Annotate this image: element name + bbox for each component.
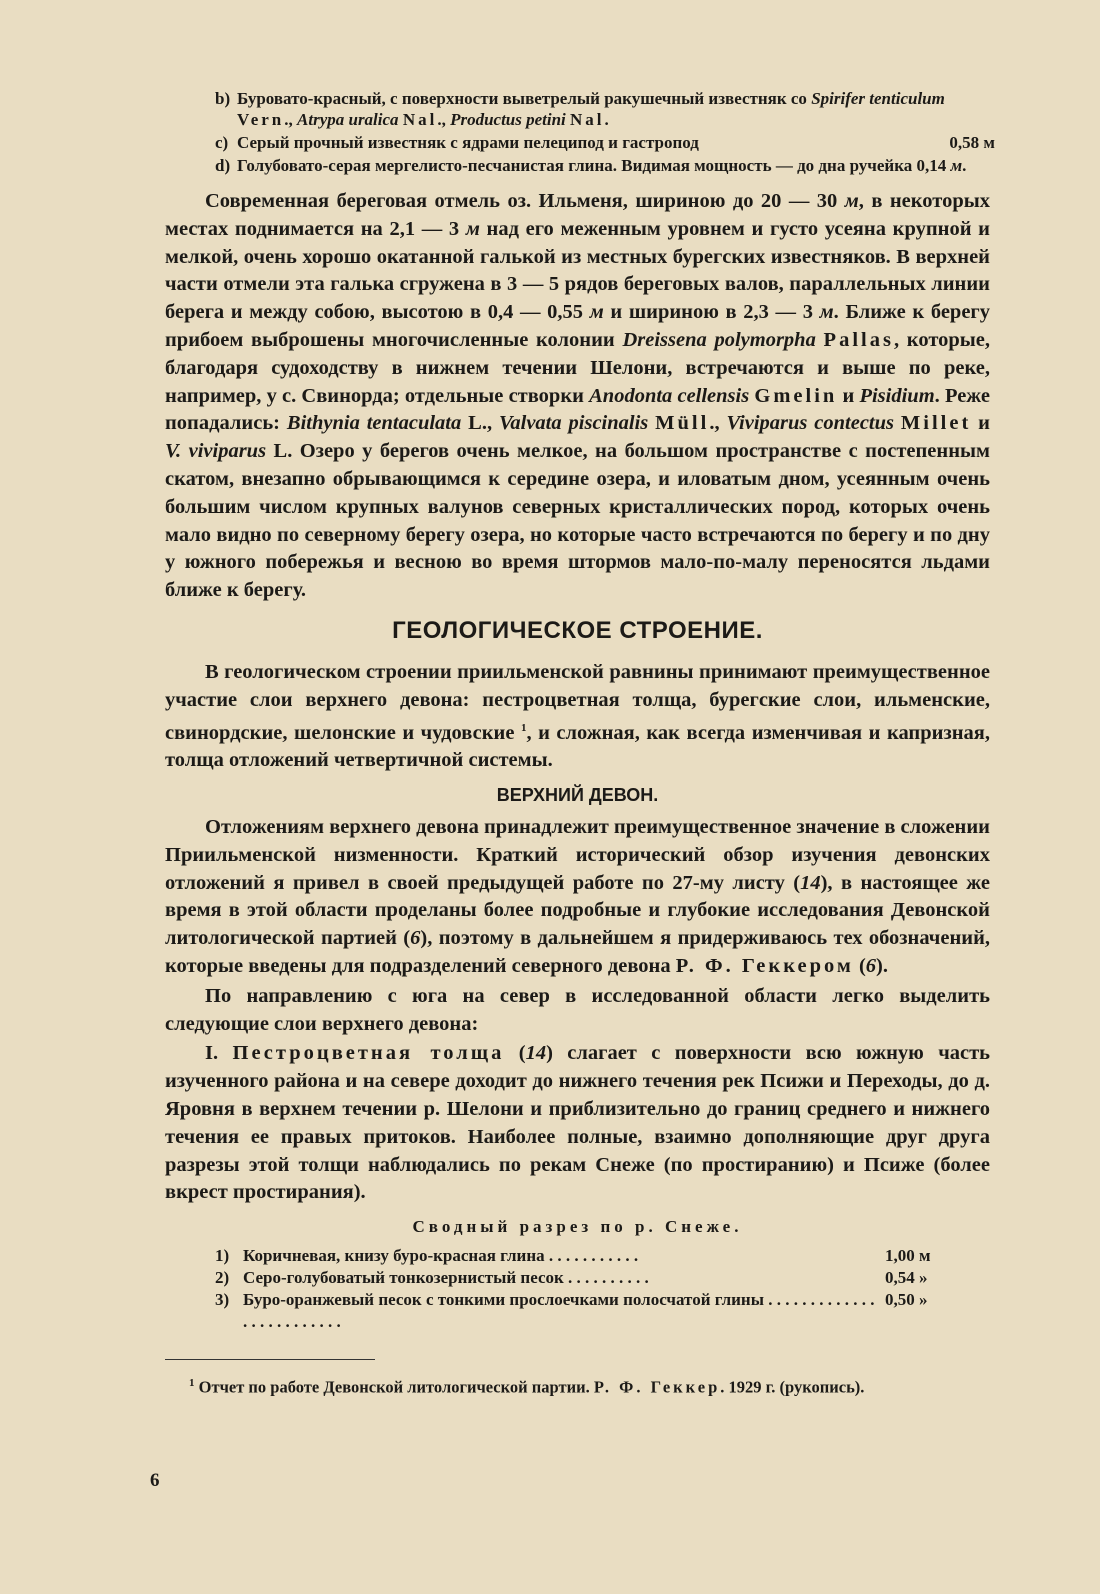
list-marker: c) bbox=[215, 133, 229, 152]
list-marker: 3) bbox=[215, 1290, 230, 1310]
list-marker: 1) bbox=[215, 1246, 230, 1266]
list-text: Голубовато-серая мергелисто-песчанистая глина. Видимая мощность — до дна ручейка 0,14 м. bbox=[237, 156, 967, 175]
top-list bbox=[215, 88, 995, 176]
section-heading: ГЕОЛОГИЧЕСКОЕ СТРОЕНИЕ. bbox=[392, 616, 763, 644]
geology-paragraph: В геологическом строении приильменской равнины принимают преимущественное участие слои верхнего девона: пестроцветная толща, бурегские слои, ильменские, свинордские, шелонские и чудовские $^1$, и сложная, как всегда изменчивая и капризная, толща отложений четвертичной системы. bbox=[165, 660, 990, 772]
devon-paragraph: Отложениям верхнего девона принадлежит преимущественное значение в сложении Приильменской низменности. Краткий исторический обзор изучения девонских отложений я привел в своей предыдущей работе по 27-му листу (14), в настоящее же время в этой области проделаны более подробные и глубокие исследования Девонской литологической партией (6), поэтому в дальнейшем я придерживаюсь тех обозначений, которые введены для подразделений северного девона Р. Ф. Геккером (6). bbox=[165, 815, 990, 977]
page-content bbox=[165, 88, 995, 1399]
list-item bbox=[215, 155, 995, 176]
list-item bbox=[215, 132, 995, 153]
list-value: 0,54 » bbox=[885, 1268, 928, 1288]
list-text: Буровато-красный, с поверхности выветрелый ракушечный известняк со Spirifer tenticulum Vern., Atrypa uralica Nal., Productus petini Nal. bbox=[237, 89, 945, 129]
list-value: 0,50 » bbox=[885, 1290, 928, 1310]
list-value: 1,00 м bbox=[885, 1246, 931, 1266]
footnote: $^1$ Отчет по работе Девонской литологической партии. Р. Ф. Геккер. 1929 г. (рукопись). bbox=[189, 1377, 865, 1397]
list-text: Коричневая, книзу буро-красная глина . . . . . . . . . . . bbox=[243, 1246, 639, 1266]
list-item bbox=[215, 1267, 955, 1289]
list-item bbox=[215, 1289, 955, 1333]
page-number: 6 bbox=[150, 1470, 160, 1491]
list-value: 0,58 м bbox=[949, 133, 995, 152]
subsection-heading: ВЕРХНИЙ ДЕВОН. bbox=[496, 784, 659, 805]
devon-paragraph: I. Пестроцветная толща (14) слагает с поверхности всю южную часть изученного района и на севере доходит до нижнего течения рек Псижи и Переходы, до д. Яровня в верхнем течении р. Шелони и приблизительно до границ среднего и нижнего течения ее правых притоков. Наиболее полные, взаимно дополняющие друг друга разрезы этой толщи наблюдались по рекам Снеже (по простиранию) и Псиже (более вкрест простирания). bbox=[165, 1042, 991, 1204]
list-marker: b) bbox=[215, 89, 231, 108]
list-marker: 2) bbox=[215, 1268, 230, 1288]
list-marker: d) bbox=[215, 156, 231, 175]
section-caption: Сводный разрез по р. Снеже. bbox=[412, 1217, 743, 1237]
devon-paragraph: По направлению с юга на север в исследованной области легко выделить следующие слои верхнего девона: bbox=[165, 984, 990, 1035]
section-list bbox=[215, 1245, 955, 1333]
footnote-divider bbox=[165, 1359, 375, 1360]
list-text: Буро-оранжевый песок с тонкими прослоечками полосчатой глины . . . . . . . . . . . . . . . . . . . . . . . . . bbox=[243, 1290, 875, 1332]
list-item bbox=[215, 1245, 955, 1267]
list-text: Серый прочный известняк с ядрами пелеципод и гастропод bbox=[237, 133, 699, 152]
list-text: Серо-голубоватый тонкозернистый песок . . . . . . . . . . bbox=[243, 1268, 649, 1288]
intro-paragraph: Современная береговая отмель оз. Ильменя, шириною до 20 — 30 м, в некоторых местах поднимается на 2,1 — 3 м над его меженным уровнем и густо усеяна крупной и мелкой, очень хорошо окатанной галькой из местных бурегских известняков. В верхней части отмели эта галька сгружена в 3 — 5 рядов береговых валов, параллельных линии берега и между собою, высотою в 0,4 — 0,55 м и шириною в 2,3 — 3 м. Ближе к берегу прибоем выброшены многочисленные колонии Dreissena polymorpha Pallas, которые, благодаря судоходству в нижнем течении Шелони, встречаются и выше по реке, например, у с. Свинорда; отдельные створки Anodonta cellensis Gmelin и Pisidium. Реже попадались: Bithynia tentaculata L., Valvata piscinalis Müll., Viviparus contectus Millet и V. viviparus L. Озеро у берегов очень мелкое, на большом пространстве с постепенным скатом, внезапно обрывающимся к середине озера, и иловатым дном, усеянным очень большим числом крупных валунов северных кристаллических пород, которых очень мало видно по северному берегу озера, но которые часто встречаются по берегу и по дну у южного побережья и весною во время штормов мало-по-малу переносятся льдами ближе к берегу. bbox=[165, 190, 990, 602]
list-item bbox=[215, 88, 995, 130]
